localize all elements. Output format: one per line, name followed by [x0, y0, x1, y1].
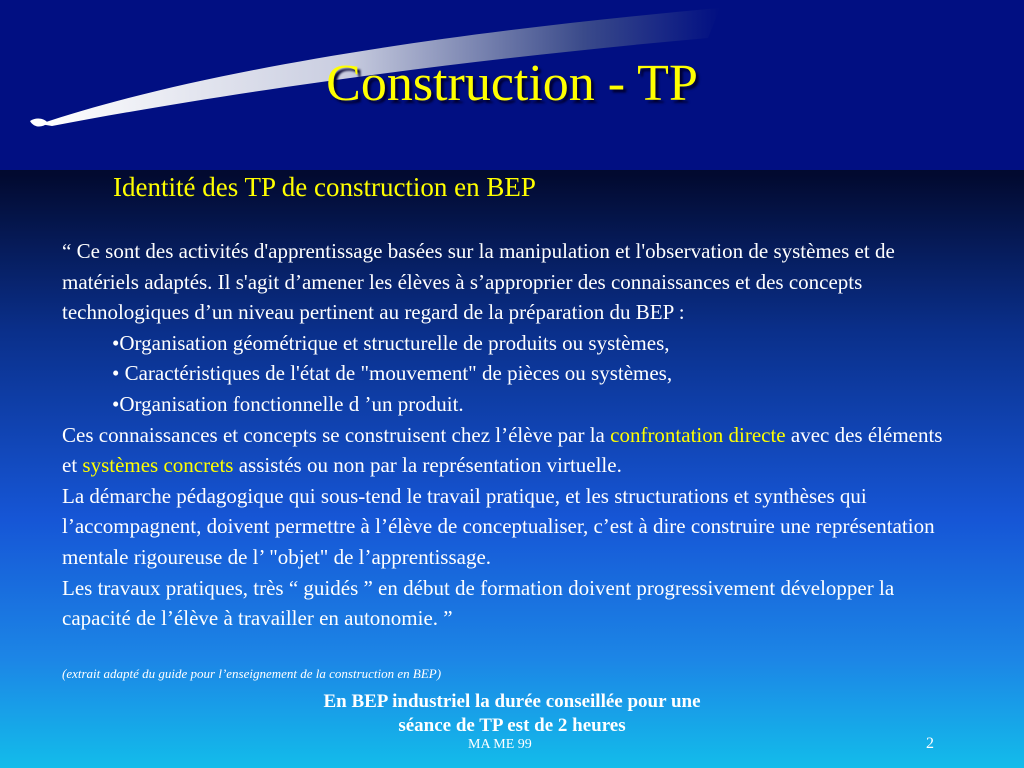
practical-work-paragraph: Les travaux pratiques, très “ guidés ” en début de formation doivent progressivement développer la capacité de l’élève à travailler en autonomie. ”: [62, 575, 895, 631]
highlight-direct-confrontation: confrontation directe: [610, 422, 786, 447]
paragraph-text: assistés ou non par la représentation virtuelle.: [233, 453, 622, 478]
duration-note-line: En BEP industriel la durée conseillée pour une: [323, 691, 701, 712]
bullet-item: •Organisation géométrique et structurelle de produits ou systèmes,: [112, 330, 670, 355]
pedagogy-paragraph: La démarche pédagogique qui sous-tend le travail pratique, et les structurations et synthèses qui l’accompagnent, doivent permettre à l’élève de conceptualiser, c’est à dire construire une représentation mentale rigoureuse de l’ "objet" de l’apprentissage.: [62, 483, 935, 569]
highlight-concrete-systems: systèmes concrets: [82, 453, 234, 478]
source-citation: (extrait adapté du guide pour l’enseignement de la construction en BEP): [62, 666, 442, 681]
slide-title: Construction - TP: [326, 55, 698, 112]
slide-subtitle: Identité des TP de construction en BEP: [113, 172, 536, 202]
intro-paragraph: “ Ce sont des activités d'apprentissage basées sur la manipulation et l'observation de systèmes et de matériels adaptés. Il s'agit d’amener les élèves à s’approprier des connaissances et des concepts technologiques d’un niveau pertinent au regard de la préparation du BEP :: [62, 239, 895, 325]
body-text: [62, 236, 962, 634]
bullet-item: •Organisation fonctionnelle d ’un produit.: [112, 391, 464, 416]
bullet-item: • Caractéristiques de l'état de "mouvement" de pièces ou systèmes,: [112, 361, 673, 386]
footer-label: MA ME 99: [468, 737, 532, 752]
duration-note: [0, 690, 1024, 738]
knowledge-paragraph: [62, 420, 962, 481]
paragraph-text: avec des éléments et: [62, 422, 943, 478]
duration-note-line: séance de TP est de 2 heures: [398, 715, 626, 736]
header-band: [0, 0, 1024, 170]
page-number: 2: [926, 735, 934, 752]
paragraph-text: Ces connaissances et concepts se construisent chez l’élève par la: [62, 422, 611, 447]
